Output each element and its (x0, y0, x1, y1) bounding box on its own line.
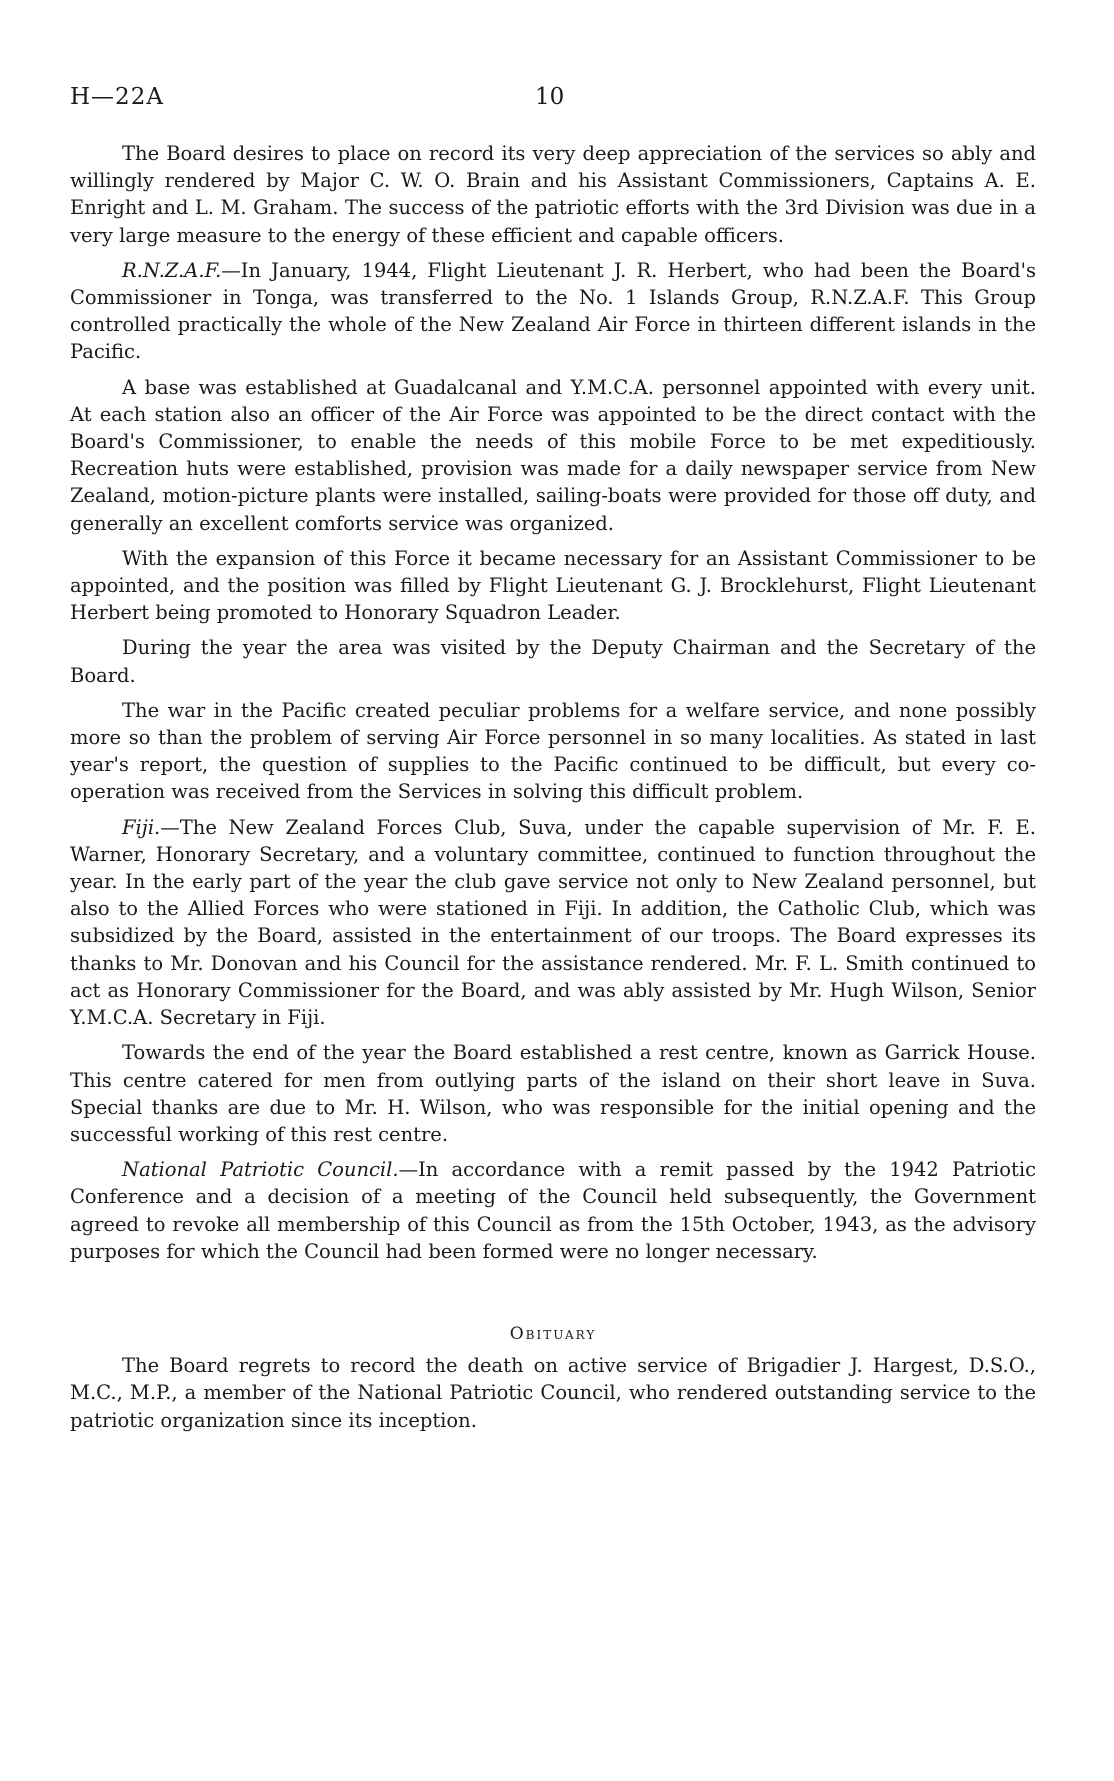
paragraph-fiji: Fiji.—The New Zealand Forces Club, Suva, under the capable supervision of Mr. F. E. Warner, Honorary Secretary, and a voluntary committee, continued to function throughout the year. In the early part of the year the club gave service not only to New Zealand personnel, but also to the Allied Forces who were stationed in Fiji. In addition, the Catholic Club, which was subsidized by the Board, assisted in the entertainment of our troops. The Board expresses its thanks to Mr. Donovan and his Council for the assistance rendered. Mr. F. L. Smith continued to act as Honorary Commissioner for the Board, and was ably assisted by Mr. Hugh Wilson, Senior Y.M.C.A. Secretary in Fiji. (70, 815, 1036, 1030)
obituary-heading: Obituary (509, 1323, 597, 1344)
paragraph-pacific-war: The war in the Pacific created peculiar problems for a welfare service, and none possibly more so than the problem of serving Air Force personnel in so many localities. As stated in last year's report, the question of supplies to the Pacific continued to be difficult, but every co-operation was received from the Services in solving this difficult problem. (70, 698, 1036, 804)
paragraph-rest-centre: Towards the end of the year the Board established a rest centre, known as Garrick House. This centre catered for men from outlying parts of the island on their short leave in Suva. Special thanks are due to Mr. H. Wilson, who was responsible for the initial opening and the successful working of this rest centre. (70, 1041, 1036, 1146)
page-header (70, 84, 1024, 114)
paragraph-national-patriotic-council: National Patriotic Council.—In accordance with a remit passed by the 1942 Patriotic Conference and a decision of a meeting of the Council held subsequently, the Government agreed to revoke all membership of this Council as from the 15th October, 1943, as the advisory purposes for which the Council had been formed were no longer necessary. (70, 1158, 1036, 1263)
paragraph-guadalcanal: A base was established at Guadalcanal and Y.M.C.A. personnel appointed with every unit. At each station also an officer of the Air Force was appointed to be the direct contact with the Board's Commissioner, to enable the needs of this mobile Force to be met expeditiously. Recreation huts were established, provision was made for a daily newspaper service from New Zealand, motion-picture plants were installed, sailing-boats were provided for those off duty, and generally an excellent comforts service was organized. (70, 375, 1036, 535)
paragraph-expansion: With the expansion of this Force it became necessary for an Assistant Commissioner to be appointed, and the position was filled by Flight Lieutenant G. J. Brocklehurst, Flight Lieutenant Herbert being promoted to Honorary Squadron Leader. (70, 546, 1036, 625)
page-number: 10 (535, 84, 565, 110)
paragraph-lead-rnzaf: R.N.Z.A.F. (122, 258, 222, 282)
document-body (70, 140, 1036, 1434)
paragraph-obituary: The Board regrets to record the death on active service of Brigadier J. Hargest, D.S.O., M.C., M.P., a member of the National Patriotic Council, who rendered outstanding service to the patriotic organization since its inception. (70, 1354, 1036, 1432)
paragraph-lead-fiji: Fiji. (122, 815, 161, 839)
paragraph-appreciation: The Board desires to place on record its very deep appreciation of the services so ably and willingly rendered by Major C. W. O. Brain and his Assistant Commissioners, Captains A. E. Enright and L. M. Graham. The success of the patriotic efforts with the 3rd Division was due in a very large measure to the energy of these efficient and capable officers. (70, 142, 1036, 247)
document-reference: H—22A (70, 84, 164, 110)
paragraph-lead-npc: National Patriotic Council. (122, 1158, 399, 1182)
paragraph-rnzaf: R.N.Z.A.F.—In January, 1944, Flight Lieutenant J. R. Herbert, who had been the Board's Commissioner in Tonga, was transferred to the No. 1 Islands Group, R.N.Z.A.F. This Group controlled practically the whole of the New Zealand Air Force in thirteen different islands in the Pacific. (70, 258, 1036, 364)
paragraph-visit: During the year the area was visited by the Deputy Chairman and the Secretary of the Board. (70, 636, 1036, 687)
